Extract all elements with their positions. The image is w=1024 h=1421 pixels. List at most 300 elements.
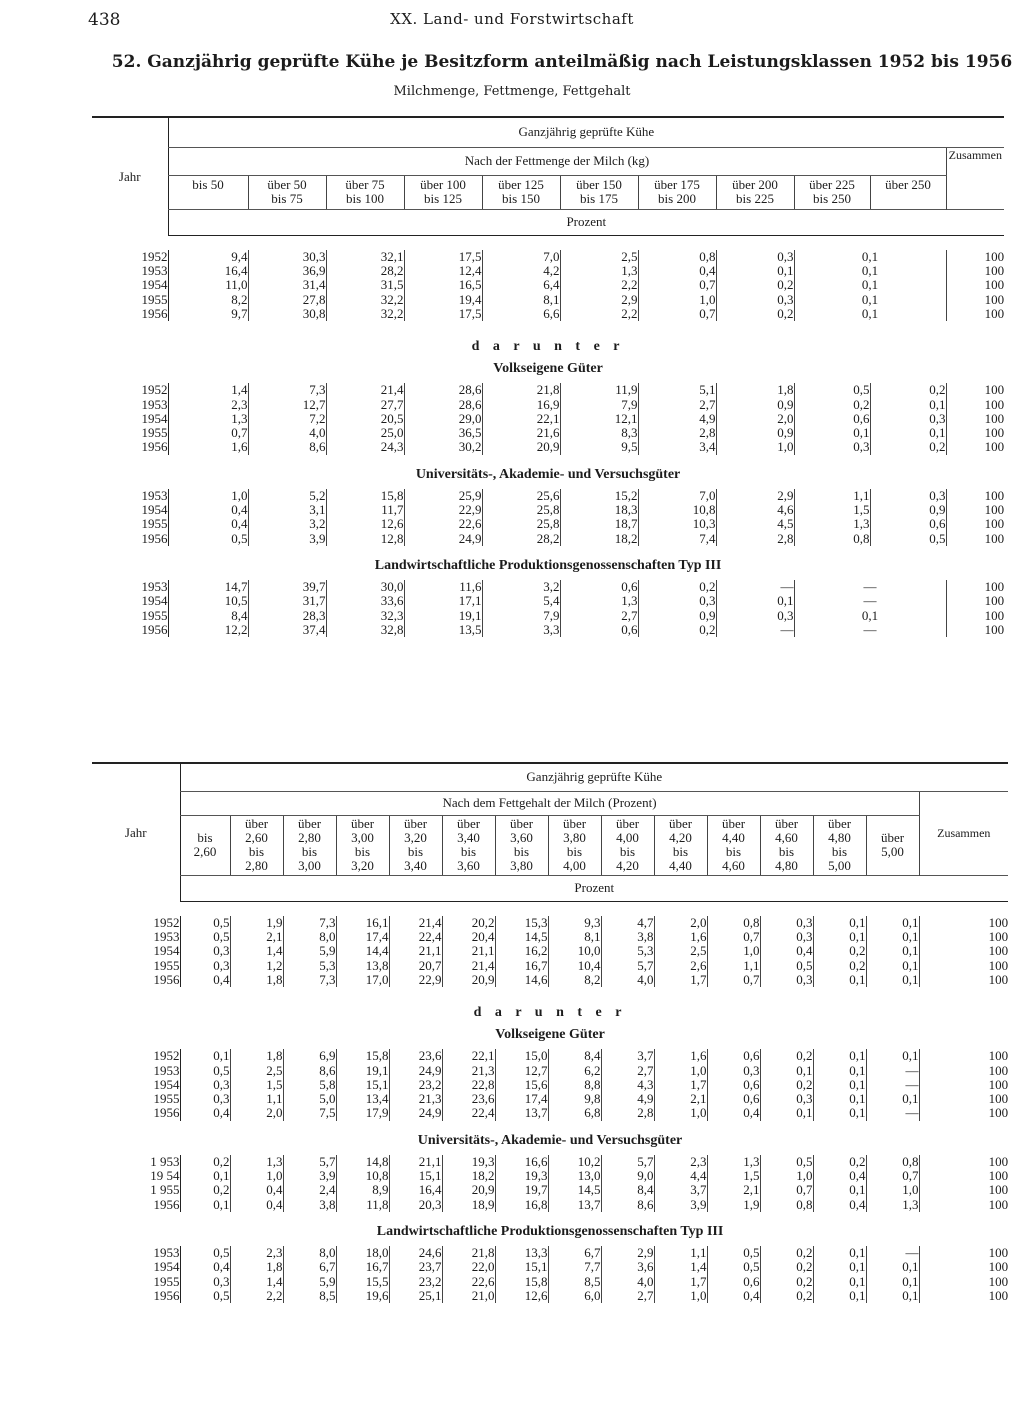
column-header-line: über	[827, 816, 852, 831]
value-cell: 17,4	[336, 930, 389, 944]
value-cell: 0,5	[870, 532, 946, 546]
table-row	[92, 307, 1004, 321]
value-cell: 3,9	[248, 532, 326, 546]
value-cell: 5,3	[283, 959, 336, 973]
total-cell: 100	[919, 1064, 1008, 1078]
value-cell: 1,1	[707, 959, 760, 973]
table-row	[92, 580, 1004, 594]
value-cell: 36,5	[404, 426, 482, 440]
value-cell: 0,3	[707, 1064, 760, 1078]
value-cell: 0,8	[760, 1198, 813, 1212]
value-cell: 30,2	[404, 440, 482, 454]
total-cell: 100	[919, 916, 1008, 930]
table-row	[92, 1092, 1008, 1106]
value-cell: 2,2	[560, 278, 638, 292]
value-cell: 0,7	[866, 1169, 919, 1183]
value-cell: 22,4	[389, 930, 442, 944]
value-cell: —	[794, 594, 946, 608]
value-cell: 0,4	[760, 944, 813, 958]
value-cell: 7,3	[248, 383, 326, 397]
column-header-line: 4,20	[669, 830, 692, 845]
column-header-line	[169, 192, 248, 206]
value-cell: 27,8	[248, 293, 326, 307]
value-cell: 7,3	[283, 916, 336, 930]
value-cell: 6,9	[283, 1049, 336, 1063]
value-cell: 3,6	[601, 1260, 654, 1274]
value-cell: 0,6	[707, 1275, 760, 1289]
year-cell: 1954	[141, 593, 168, 609]
value-cell: 21,0	[442, 1289, 495, 1303]
year-cell: 1954	[141, 502, 168, 518]
value-cell: 16,8	[495, 1198, 548, 1212]
value-cell: 0,1	[794, 264, 946, 278]
spacer-row	[92, 901, 1008, 916]
column-header-line: 4,00	[616, 830, 639, 845]
value-cell: 39,7	[248, 580, 326, 594]
year-cell: 1956	[153, 1287, 180, 1303]
value-cell: 0,3	[180, 944, 230, 958]
column-header	[389, 815, 442, 875]
value-cell: 20,9	[442, 1183, 495, 1197]
value-cell: 0,2	[760, 1078, 813, 1092]
value-cell: 0,4	[230, 1198, 283, 1212]
table-row	[92, 609, 1004, 623]
value-cell: 14,6	[495, 973, 548, 987]
value-cell: 5,7	[283, 1155, 336, 1169]
value-cell: 8,9	[336, 1183, 389, 1197]
section-label: d a r u n t e r	[473, 1005, 627, 1021]
total-cell: 100	[919, 930, 1008, 944]
page-number: 438	[88, 10, 121, 30]
value-cell: 1,7	[654, 1078, 707, 1092]
value-cell: 25,1	[389, 1289, 442, 1303]
value-cell: 11,8	[336, 1198, 389, 1212]
value-cell: 23,7	[389, 1260, 442, 1274]
table-row	[92, 959, 1008, 973]
value-cell: 1,8	[230, 1260, 283, 1274]
value-cell: 7,5	[283, 1106, 336, 1120]
value-cell: 0,4	[707, 1289, 760, 1303]
value-cell: 18,9	[442, 1198, 495, 1212]
value-cell: 20,9	[482, 440, 560, 454]
year-cell: 1954	[153, 1259, 180, 1275]
value-cell: 0,4	[180, 1106, 230, 1120]
value-cell: 12,7	[495, 1064, 548, 1078]
column-header-line: bis 250	[813, 191, 851, 206]
total-cell: 100	[919, 1155, 1008, 1169]
value-cell: 0,3	[870, 412, 946, 426]
section-label-row	[92, 455, 1004, 489]
value-cell: 0,3	[716, 250, 794, 264]
value-cell: 0,3	[794, 440, 870, 454]
column-header	[601, 815, 654, 875]
year-cell: 1953	[153, 1244, 180, 1260]
value-cell: 4,2	[482, 264, 560, 278]
total-cell: 100	[919, 1078, 1008, 1092]
value-cell: 1,0	[168, 489, 248, 503]
value-cell: —	[866, 1064, 919, 1078]
value-cell: 0,1	[866, 1049, 919, 1063]
value-cell: 24,9	[389, 1106, 442, 1120]
column-header	[813, 815, 866, 875]
value-cell: 2,7	[560, 609, 638, 623]
total-cell: 100	[919, 1246, 1008, 1260]
column-header	[638, 175, 716, 209]
total-cell: 100	[946, 264, 1004, 278]
value-cell: 22,9	[389, 973, 442, 987]
value-cell: 9,4	[168, 250, 248, 264]
value-cell: 25,9	[404, 489, 482, 503]
value-cell: 0,4	[813, 1198, 866, 1212]
value-cell: 2,8	[638, 426, 716, 440]
column-header	[760, 815, 813, 875]
year-cell: 1953	[141, 578, 168, 594]
column-header-line: bis 75	[271, 191, 303, 206]
value-cell: 11,6	[404, 580, 482, 594]
table-row	[92, 1106, 1008, 1120]
value-cell: 0,3	[870, 489, 946, 503]
column-header-line	[181, 817, 230, 831]
table-row	[92, 973, 1008, 987]
value-cell: 0,1	[866, 1289, 919, 1303]
value-cell: 22,6	[404, 517, 482, 531]
value-cell: 1,3	[707, 1155, 760, 1169]
value-cell: 21,1	[389, 944, 442, 958]
value-cell: 13,4	[336, 1092, 389, 1106]
value-cell: 0,3	[180, 959, 230, 973]
value-cell: 23,6	[442, 1092, 495, 1106]
value-cell: 1,7	[654, 1275, 707, 1289]
column-header	[482, 175, 560, 209]
total-cell: 100	[946, 532, 1004, 546]
value-cell: 0,4	[168, 503, 248, 517]
value-cell: 12,6	[495, 1289, 548, 1303]
value-cell: 0,8	[638, 250, 716, 264]
year-cell: 1952	[153, 914, 180, 930]
value-cell: 28,2	[482, 532, 560, 546]
value-cell: 29,0	[404, 412, 482, 426]
column-header-line: bis	[197, 830, 213, 845]
value-cell: 16,7	[495, 959, 548, 973]
value-cell: 5,8	[283, 1078, 336, 1092]
total-cell: 100	[919, 1092, 1008, 1106]
value-cell: 2,0	[230, 1106, 283, 1120]
column-header-line: 4,40	[722, 830, 745, 845]
value-cell: 4,0	[248, 426, 326, 440]
value-cell: 0,3	[760, 1092, 813, 1106]
value-cell: 16,4	[168, 264, 248, 278]
subgroup-header: Nach der Fettmenge der Milch (kg)	[168, 147, 946, 175]
value-cell: 16,4	[389, 1183, 442, 1197]
total-cell: 100	[919, 944, 1008, 958]
section-label: Landwirtschaftliche Produktionsgenossenschaften Typ III	[376, 1223, 724, 1239]
column-header	[168, 175, 248, 209]
value-cell: 25,6	[482, 489, 560, 503]
section-label: Landwirtschaftliche Produktionsgenossenschaften Typ III	[374, 557, 722, 573]
value-cell: 0,1	[716, 264, 794, 278]
column-header-line: über 50	[267, 177, 307, 192]
value-cell: 3,8	[601, 930, 654, 944]
value-cell: 9,3	[548, 916, 601, 930]
value-cell: 13,8	[336, 959, 389, 973]
value-cell: 4,4	[654, 1169, 707, 1183]
value-cell: 0,8	[866, 1155, 919, 1169]
value-cell: 2,4	[283, 1183, 336, 1197]
value-cell: 10,2	[548, 1155, 601, 1169]
value-cell: 15,6	[495, 1078, 548, 1092]
value-cell: 27,7	[326, 398, 404, 412]
value-cell: 1,5	[707, 1169, 760, 1183]
value-cell: 13,3	[495, 1246, 548, 1260]
value-cell: 0,9	[716, 426, 794, 440]
value-cell: 0,1	[813, 1289, 866, 1303]
value-cell: 11,0	[168, 278, 248, 292]
value-cell: 32,3	[326, 609, 404, 623]
value-cell: 0,1	[180, 1198, 230, 1212]
table-subtitle: Milchmenge, Fettmenge, Fettgehalt	[393, 84, 631, 99]
value-cell: 2,0	[654, 916, 707, 930]
value-cell: 4,5	[716, 517, 794, 531]
table-row	[92, 383, 1004, 397]
value-cell: 1,1	[230, 1092, 283, 1106]
table-row	[92, 944, 1008, 958]
table-row	[92, 489, 1004, 503]
value-cell: —	[716, 623, 794, 637]
column-header-line: bis	[831, 844, 848, 859]
value-cell: 3,1	[248, 503, 326, 517]
value-cell: 18,2	[560, 532, 638, 546]
value-cell: 12,1	[560, 412, 638, 426]
value-cell: 23,6	[389, 1049, 442, 1063]
value-cell: 0,5	[794, 383, 870, 397]
column-header-line: über	[456, 816, 481, 831]
value-cell: 19,6	[336, 1289, 389, 1303]
value-cell: 23,2	[389, 1078, 442, 1092]
value-cell: 7,9	[482, 609, 560, 623]
table-row	[92, 1169, 1008, 1183]
value-cell: 4,9	[601, 1092, 654, 1106]
table-row	[92, 440, 1004, 454]
value-cell: 1,0	[654, 1289, 707, 1303]
value-cell: 0,1	[866, 930, 919, 944]
column-header-line: über 125	[498, 177, 544, 192]
value-cell: 17,4	[495, 1092, 548, 1106]
column-header-line: über	[774, 816, 799, 831]
value-cell: 16,7	[336, 1260, 389, 1274]
value-cell: 13,7	[495, 1106, 548, 1120]
column-header-line: über	[297, 816, 322, 831]
column-header	[560, 175, 638, 209]
value-cell: 22,9	[404, 503, 482, 517]
year-cell: 1953	[153, 1062, 180, 1078]
value-cell: 2,2	[560, 307, 638, 321]
value-cell: 1,9	[707, 1198, 760, 1212]
value-cell: 2,2	[230, 1289, 283, 1303]
value-cell: 2,1	[230, 930, 283, 944]
value-cell: 7,7	[548, 1260, 601, 1274]
table-row	[92, 503, 1004, 517]
value-cell: 28,2	[326, 264, 404, 278]
value-cell: 0,1	[866, 944, 919, 958]
year-cell: 1952	[141, 382, 168, 398]
unit-header: Prozent	[180, 875, 1008, 901]
value-cell: 7,0	[482, 250, 560, 264]
value-cell: 0,1	[813, 973, 866, 987]
value-cell: 30,3	[248, 250, 326, 264]
value-cell: 19,1	[404, 609, 482, 623]
value-cell: 0,3	[716, 293, 794, 307]
table-row	[92, 293, 1004, 307]
value-cell: 0,1	[866, 973, 919, 987]
value-cell: 7,0	[638, 489, 716, 503]
value-cell: 2,8	[601, 1106, 654, 1120]
table-row	[92, 532, 1004, 546]
value-cell: 8,2	[548, 973, 601, 987]
value-cell: 0,2	[760, 1049, 813, 1063]
value-cell: 1,3	[560, 264, 638, 278]
value-cell: 1,8	[230, 1049, 283, 1063]
column-header-line: über 100	[420, 177, 466, 192]
value-cell: 0,2	[813, 959, 866, 973]
value-cell: 8,2	[168, 293, 248, 307]
column-header-line: bis 100	[346, 191, 384, 206]
value-cell: 1,0	[230, 1169, 283, 1183]
value-cell: 15,5	[336, 1275, 389, 1289]
column-header	[336, 815, 389, 875]
year-cell: 1956	[153, 1196, 180, 1212]
value-cell: 8,6	[248, 440, 326, 454]
column-header-line	[867, 817, 919, 831]
year-cell: 1953	[153, 929, 180, 945]
year-cell: 1953	[141, 487, 168, 503]
section-label-row	[92, 321, 1004, 359]
value-cell: 7,3	[283, 973, 336, 987]
value-cell: 5,0	[283, 1092, 336, 1106]
column-header	[794, 175, 870, 209]
table-row	[92, 1064, 1008, 1078]
value-cell: 30,8	[248, 307, 326, 321]
value-cell: 1,5	[230, 1078, 283, 1092]
value-cell: 5,9	[283, 944, 336, 958]
column-header-line: 3,40	[457, 830, 480, 845]
value-cell: 1,3	[168, 412, 248, 426]
section-label: Volkseigene Güter	[495, 1027, 605, 1043]
column-header	[230, 815, 283, 875]
value-cell: 15,8	[336, 1049, 389, 1063]
value-cell: 3,3	[482, 623, 560, 637]
total-cell: 100	[946, 609, 1004, 623]
column-header-line: 4,60	[775, 830, 798, 845]
table-row	[92, 1275, 1008, 1289]
value-cell: 5,1	[638, 383, 716, 397]
value-cell: 18,2	[442, 1169, 495, 1183]
column-header-line: bis	[619, 844, 636, 859]
year-cell: 1953	[141, 396, 168, 412]
column-header-line: 3,40	[404, 858, 427, 873]
total-cell: 100	[946, 293, 1004, 307]
value-cell: 2,1	[707, 1183, 760, 1197]
table-row	[92, 1155, 1008, 1169]
value-cell: 20,2	[442, 916, 495, 930]
column-header-line: über	[668, 816, 693, 831]
section-label: d a r u n t e r	[471, 339, 625, 355]
value-cell: 0,3	[180, 1275, 230, 1289]
column-header-line: 3,60	[510, 830, 533, 845]
column-header-line: bis	[513, 844, 530, 859]
value-cell: 21,6	[482, 426, 560, 440]
value-cell: 10,5	[168, 594, 248, 608]
value-cell: 5,4	[482, 594, 560, 608]
table-row	[92, 426, 1004, 440]
value-cell: 14,8	[336, 1155, 389, 1169]
value-cell: 10,3	[638, 517, 716, 531]
year-cell: 1952	[141, 248, 168, 264]
value-cell: 0,1	[866, 916, 919, 930]
value-cell: 0,1	[813, 1092, 866, 1106]
value-cell: 0,7	[707, 973, 760, 987]
table-row	[92, 916, 1008, 930]
value-cell: —	[866, 1246, 919, 1260]
column-header-line	[871, 192, 946, 206]
value-cell: 1,4	[230, 944, 283, 958]
value-cell: 9,5	[560, 440, 638, 454]
value-cell: 0,8	[707, 916, 760, 930]
value-cell: 7,9	[560, 398, 638, 412]
value-cell: 32,1	[326, 250, 404, 264]
value-cell: 3,7	[654, 1183, 707, 1197]
value-cell: 16,9	[482, 398, 560, 412]
value-cell: 0,1	[813, 1049, 866, 1063]
value-cell: 8,6	[601, 1198, 654, 1212]
column-header-line: 3,60	[457, 858, 480, 873]
value-cell: 0,3	[716, 609, 794, 623]
value-cell: 1,6	[168, 440, 248, 454]
fat-content-table	[92, 762, 1008, 1303]
total-cell: 100	[946, 594, 1004, 608]
value-cell: 17,9	[336, 1106, 389, 1120]
column-header	[866, 815, 919, 875]
value-cell: 5,7	[601, 959, 654, 973]
value-cell: 25,8	[482, 503, 560, 517]
value-cell: 28,3	[248, 609, 326, 623]
value-cell: 12,8	[326, 532, 404, 546]
group-header: Ganzjährig geprüfte Kühe	[180, 763, 1008, 791]
value-cell: 8,6	[283, 1064, 336, 1078]
total-cell: 100	[919, 1049, 1008, 1063]
year-cell: 1952	[153, 1048, 180, 1064]
section-label: Universitäts-, Akademie- und Versuchsgüter	[417, 1132, 683, 1148]
value-cell: 17,1	[404, 594, 482, 608]
value-cell: 0,2	[760, 1275, 813, 1289]
value-cell: 19,3	[442, 1155, 495, 1169]
column-header-line: bis	[301, 844, 318, 859]
value-cell: 16,2	[495, 944, 548, 958]
value-cell: 4,6	[716, 503, 794, 517]
year-cell: 1955	[153, 1273, 180, 1289]
value-cell: 12,6	[326, 517, 404, 531]
section-label-row	[92, 1025, 1008, 1049]
year-cell: 1956	[153, 1105, 180, 1121]
year-cell: 1956	[141, 530, 168, 546]
value-cell: 1,0	[638, 293, 716, 307]
value-cell: 6,0	[548, 1289, 601, 1303]
value-cell: 2,9	[716, 489, 794, 503]
value-cell: 0,3	[180, 1078, 230, 1092]
column-header-line: über	[562, 816, 587, 831]
value-cell: —	[866, 1106, 919, 1120]
value-cell: 5,2	[248, 489, 326, 503]
total-cell: 100	[946, 517, 1004, 531]
